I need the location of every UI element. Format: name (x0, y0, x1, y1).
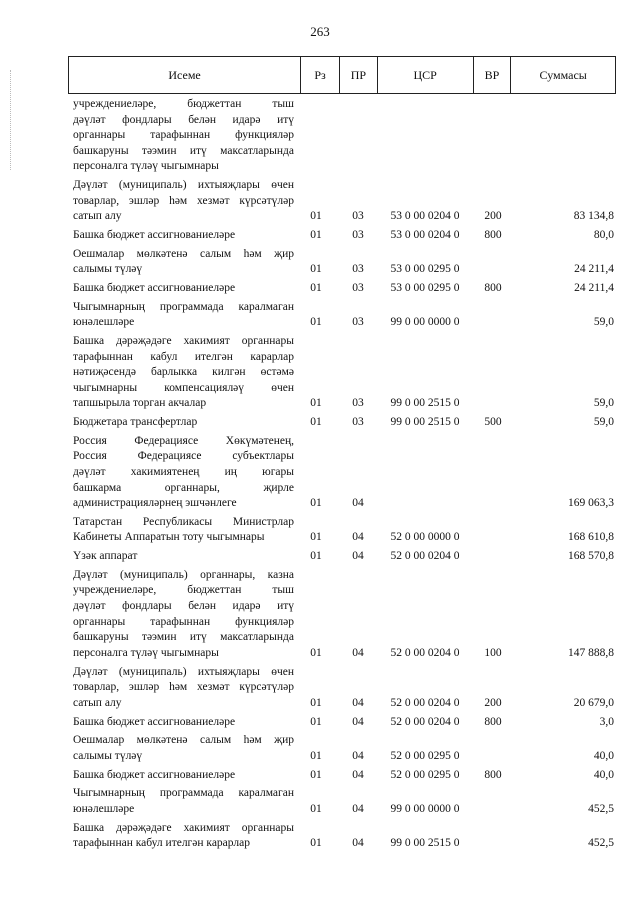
row-name (73, 415, 294, 431)
header-vr: ВР (474, 57, 512, 93)
row-name-line: органнары тарафыннан функцияләр (73, 615, 294, 628)
row-name (73, 549, 294, 565)
row-vr: 800 (484, 715, 502, 728)
row-name (73, 281, 294, 297)
row-name-line: Оешмалар мөлкәтенә салым һәм җир (73, 247, 294, 260)
row-name-line: Чыгымнарның программада каралмаган (73, 300, 294, 313)
row-csr: 99 0 00 2515 0 (390, 416, 460, 429)
row-pr: 04 (352, 837, 364, 850)
row-name-line: дәүләт фондлары белән идарә итү (73, 600, 294, 613)
row-name (73, 768, 294, 784)
row-sum: 3,0 (599, 715, 614, 728)
table-row (0, 228, 640, 244)
row-pr: 03 (352, 397, 364, 410)
row-pr: 04 (352, 749, 364, 762)
row-name (73, 568, 294, 662)
row-name (73, 178, 294, 225)
row-rz: 01 (310, 229, 322, 241)
row-sum: 24 211,4 (574, 263, 614, 276)
header-sum: Суммасы (539, 67, 587, 82)
page-number: 263 (310, 24, 330, 39)
row-name-line: товарлар, эшләр һәм хезмәт күрсәтүләр (73, 194, 294, 207)
row-vr: 500 (484, 416, 502, 429)
row-name-line: персоналга түләү чыгымнары (73, 646, 219, 659)
row-name-line: юнәлешләре (73, 316, 135, 329)
row-rz: 01 (310, 646, 322, 659)
table-row (0, 786, 640, 817)
table-row (0, 768, 640, 784)
row-pr: 03 (352, 282, 364, 294)
row-rz: 01 (310, 497, 322, 510)
row-sum: 24 211,4 (574, 282, 614, 294)
row-name-line: башкаруны тәэмин итү максатларында (73, 144, 294, 157)
table-header (68, 56, 616, 94)
row-rz: 01 (310, 263, 322, 276)
row-csr: 52 0 00 0204 0 (390, 715, 460, 728)
row-name-line: Башка бюджет ассигнованиеләре (73, 768, 236, 781)
row-csr: 53 0 00 0295 0 (390, 263, 460, 276)
row-pr: 03 (352, 416, 364, 429)
row-vr: 100 (484, 646, 502, 659)
row-name-line: Башка бюджет ассигнованиеләре (73, 229, 236, 241)
row-name-line: дәүләт фондлары белән идарә итү (73, 113, 294, 126)
row-vr: 800 (484, 282, 502, 294)
row-sum: 40,0 (593, 749, 614, 762)
row-rz: 01 (310, 802, 322, 815)
row-csr: 52 0 00 0204 0 (390, 696, 460, 709)
row-sum: 168 570,8 (568, 550, 614, 563)
table-row (0, 665, 640, 712)
table-row (0, 97, 640, 175)
row-rz: 01 (310, 550, 322, 563)
row-name-line: Башка дәрәҗәдәге хакимият органнары (73, 821, 294, 834)
row-name-line: нәтиҗәсендә барлыкка килгән өстәмә (73, 366, 294, 379)
table-row (0, 334, 640, 412)
row-pr: 04 (352, 768, 364, 781)
table-row (0, 549, 640, 565)
row-rz: 01 (310, 397, 322, 410)
table-row (0, 434, 640, 512)
row-name-line: Россия Федерациясе Хөкүмәтенең, (73, 434, 294, 447)
row-pr: 04 (352, 696, 364, 709)
row-name-line: салымы түләү (73, 263, 143, 276)
table-row (0, 281, 640, 297)
row-name-line: Кабинеты Аппаратын тоту чыгымнары (73, 531, 265, 544)
row-name (73, 665, 294, 712)
row-name-line: сатып алу (73, 210, 122, 223)
row-pr: 03 (352, 263, 364, 276)
row-csr: 52 0 00 0000 0 (390, 531, 460, 544)
row-pr: 04 (352, 715, 364, 728)
row-name-line: персоналга түләү чыгымнары (73, 160, 219, 173)
row-vr: 800 (484, 768, 502, 781)
table-row (0, 178, 640, 225)
row-vr: 800 (484, 229, 502, 241)
row-name-line: учреждениеләре, бюджеттан тыш (73, 98, 294, 110)
row-name (73, 228, 294, 244)
row-csr: 52 0 00 0295 0 (390, 749, 460, 762)
row-name-line: Татарстан Республикасы Министрлар (73, 515, 294, 528)
row-sum: 83 134,8 (573, 210, 614, 223)
row-name (73, 247, 294, 278)
row-sum: 59,0 (593, 397, 614, 410)
row-pr: 03 (352, 210, 364, 223)
row-name-line: Башка дәрәҗәдәге хакимият органнары (73, 335, 294, 347)
row-csr: 53 0 00 0204 0 (390, 210, 460, 223)
row-rz: 01 (310, 768, 322, 781)
row-rz: 01 (310, 715, 322, 728)
row-name-line: учреждениеләре, бюджеттан тыш (73, 584, 294, 597)
row-csr: 99 0 00 0000 0 (390, 316, 460, 329)
table-row (0, 821, 640, 852)
row-name (73, 434, 294, 512)
row-name-line: Дәүләт (муниципаль) ихтыяҗлары өчен (73, 179, 294, 192)
table-row (0, 733, 640, 764)
row-rz: 01 (310, 696, 322, 709)
table-row (0, 568, 640, 662)
row-name-line: Россия Федерациясе субъектлары (73, 450, 294, 463)
row-name-line: Башка бюджет ассигнованиеләре (73, 715, 236, 728)
row-pr: 04 (352, 497, 364, 510)
row-csr: 52 0 00 0204 0 (390, 550, 460, 563)
row-sum: 169 063,3 (568, 497, 614, 510)
row-csr: 53 0 00 0295 0 (390, 282, 460, 294)
row-pr: 04 (352, 531, 364, 544)
row-name (73, 733, 294, 764)
row-name-line: тарафыннан кабул ителгән карарлар (73, 350, 294, 363)
header-name: Исеме (69, 57, 301, 93)
row-rz: 01 (310, 210, 322, 223)
row-csr: 99 0 00 2515 0 (390, 397, 460, 410)
row-pr: 04 (352, 550, 364, 563)
row-csr: 99 0 00 2515 0 (390, 837, 460, 850)
row-rz: 01 (310, 837, 322, 850)
row-sum: 59,0 (593, 416, 614, 429)
row-name-line: башкаруны тәэмин итү максатларында (73, 631, 294, 644)
row-pr: 03 (352, 229, 364, 241)
row-pr: 04 (352, 646, 364, 659)
row-sum: 452,5 (588, 802, 614, 815)
row-name-line: Оешмалар мөлкәтенә салым һәм җир (73, 734, 294, 747)
table-row (0, 715, 640, 731)
header-rz: Рз (301, 57, 340, 93)
row-name (73, 821, 294, 852)
row-name (73, 97, 294, 175)
row-rz: 01 (310, 316, 322, 329)
row-name (73, 715, 294, 731)
row-pr: 03 (352, 316, 364, 329)
row-csr: 52 0 00 0204 0 (390, 646, 460, 659)
row-name-line: юнәлешләре (73, 802, 135, 815)
table-row (0, 300, 640, 331)
row-sum: 147 888,8 (568, 646, 614, 659)
row-sum: 20 679,0 (573, 696, 614, 709)
row-name-line: органнары тарафыннан функцияләр (73, 129, 294, 142)
row-rz: 01 (310, 749, 322, 762)
row-name-line: администрацияләрнең эшчәнлеге (73, 497, 237, 510)
row-name-line: тарафыннан кабул ителгән карарлар (73, 837, 250, 850)
row-name-line: тапшырыла торган акчалар (73, 397, 207, 410)
row-rz: 01 (310, 416, 322, 429)
row-name-line: салымы түләү (73, 749, 143, 762)
row-name (73, 334, 294, 412)
row-vr: 200 (484, 696, 502, 709)
row-name-line: Үзәк аппарат (73, 550, 138, 563)
row-name-line: чыгымнарны компенсацияләү өчен (73, 381, 294, 394)
row-rz: 01 (310, 282, 322, 294)
row-name-line: сатып алу (73, 696, 122, 709)
row-name-line: Дәүләт (муниципаль) ихтыяҗлары өчен (73, 665, 294, 678)
row-name-line: башкарма органнары, җирле (73, 481, 294, 494)
row-name-line: дәүләт хакимиятенең иң югары (73, 465, 294, 478)
row-sum: 452,5 (588, 837, 614, 850)
row-name (73, 515, 294, 546)
row-csr: 53 0 00 0204 0 (390, 229, 460, 241)
row-name (73, 300, 294, 331)
table-row (0, 415, 640, 431)
row-vr: 200 (484, 210, 502, 223)
table-row (0, 247, 640, 278)
row-csr: 52 0 00 0295 0 (390, 768, 460, 781)
row-pr: 04 (352, 802, 364, 815)
row-name-line: Чыгымнарның программада каралмаган (73, 787, 294, 800)
header-csr: ЦСР (378, 57, 474, 93)
table-row (0, 515, 640, 546)
row-sum: 168 610,8 (568, 531, 614, 544)
row-name-line: Башка бюджет ассигнованиеләре (73, 282, 236, 294)
row-name-line: Бюджетара трансфертлар (73, 416, 198, 429)
row-name-line: Дәүләт (муниципаль) органнары, казна (73, 568, 294, 581)
row-sum: 80,0 (593, 229, 614, 241)
row-rz: 01 (310, 531, 322, 544)
row-name-line: товарлар, эшләр һәм хезмәт күрсәтүләр (73, 681, 294, 694)
header-pr: ПР (340, 57, 378, 93)
row-csr: 99 0 00 0000 0 (390, 802, 460, 815)
table-body (0, 97, 640, 905)
row-sum: 40,0 (593, 768, 614, 781)
row-name (73, 786, 294, 817)
row-sum: 59,0 (593, 316, 614, 329)
